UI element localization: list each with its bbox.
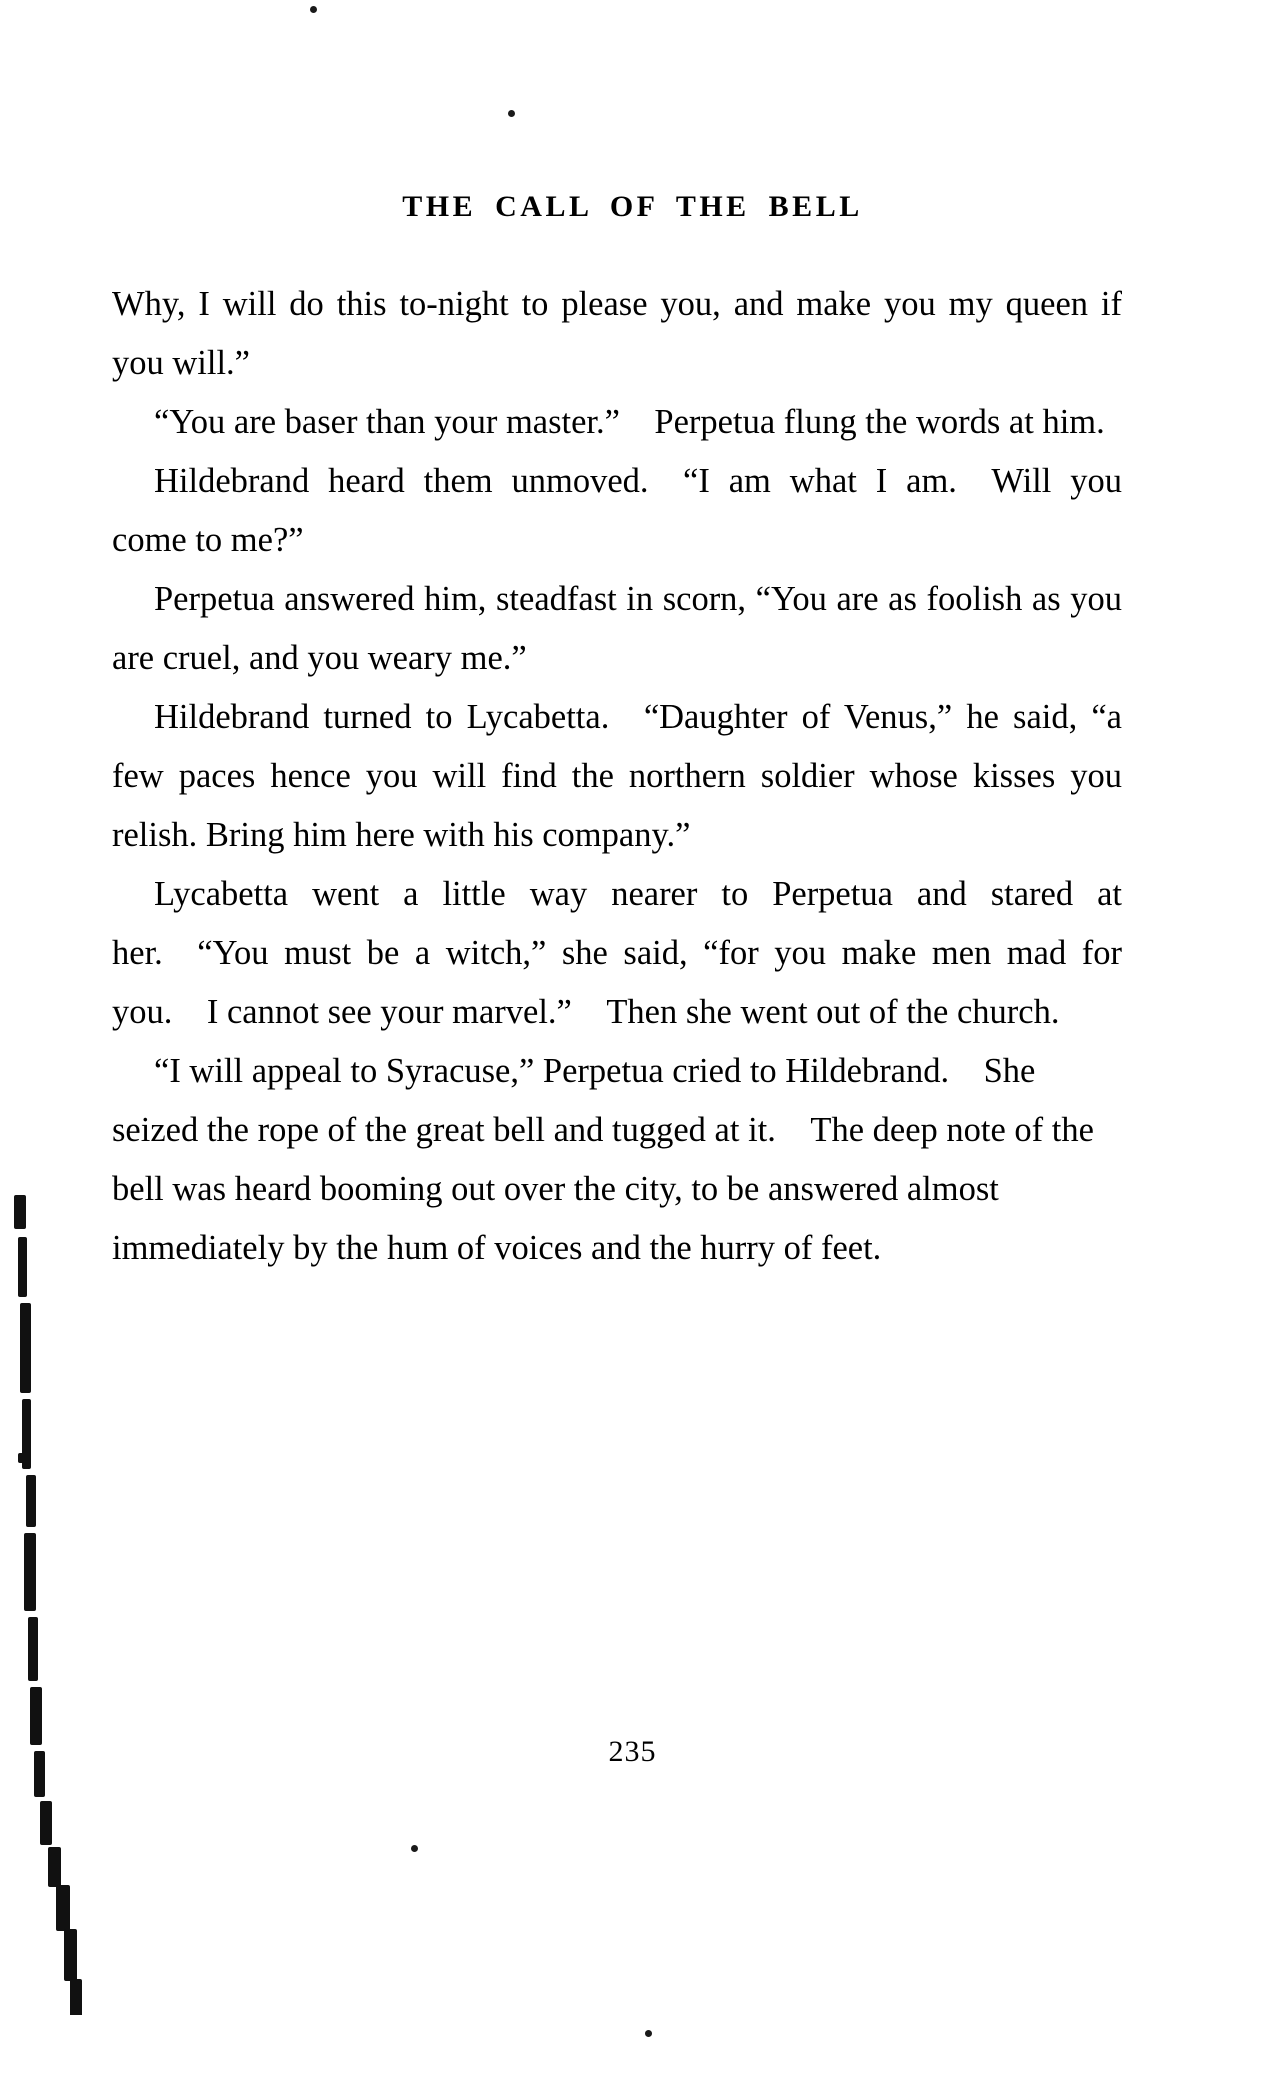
paragraph: “You are baser than your master.” Perpetua flung the words at him. <box>154 403 1105 441</box>
paragraph: Why, I will do this to-night to please you, and make you my queen if you will.” <box>112 285 1122 382</box>
page-title: THE CALL OF THE BELL <box>402 190 863 223</box>
scan-speck-icon <box>645 2030 652 2037</box>
scan-edge-artifact <box>0 1185 110 2015</box>
scan-speck-icon <box>411 1845 418 1852</box>
paragraph: Lycabetta went a little way nearer to Perpetua and stared at her. “You must be a witch,” she said, “for you make men mad for you. I cannot see your marvel.” Then she went out of the church. <box>112 875 1122 1031</box>
scan-speck-icon <box>508 110 515 117</box>
paragraph: Hildebrand heard them unmoved. “I am what I am. Will you come to me?” <box>112 462 1122 559</box>
paragraph: Hildebrand turned to Lycabetta. “Daughter of Venus,” he said, “a few paces hence you will find the northern soldier whose kisses you relish. Bring him here with his company.” <box>112 698 1122 854</box>
scan-speck-icon <box>310 6 317 13</box>
page-number: 235 <box>608 1735 657 1768</box>
body-text <box>112 275 1122 1278</box>
paragraph: “I will appeal to Syracuse,” Perpetua cried to Hildebrand. She seized the rope of the great bell and tugged at it. The deep note of the bell was heard booming out over the city, to be answered almost immediately by the hum of voices and the hurry of feet. <box>112 1052 1094 1267</box>
paragraph: Perpetua answered him, steadfast in scorn, “You are as foolish as you are cruel, and you weary me.” <box>112 580 1122 677</box>
